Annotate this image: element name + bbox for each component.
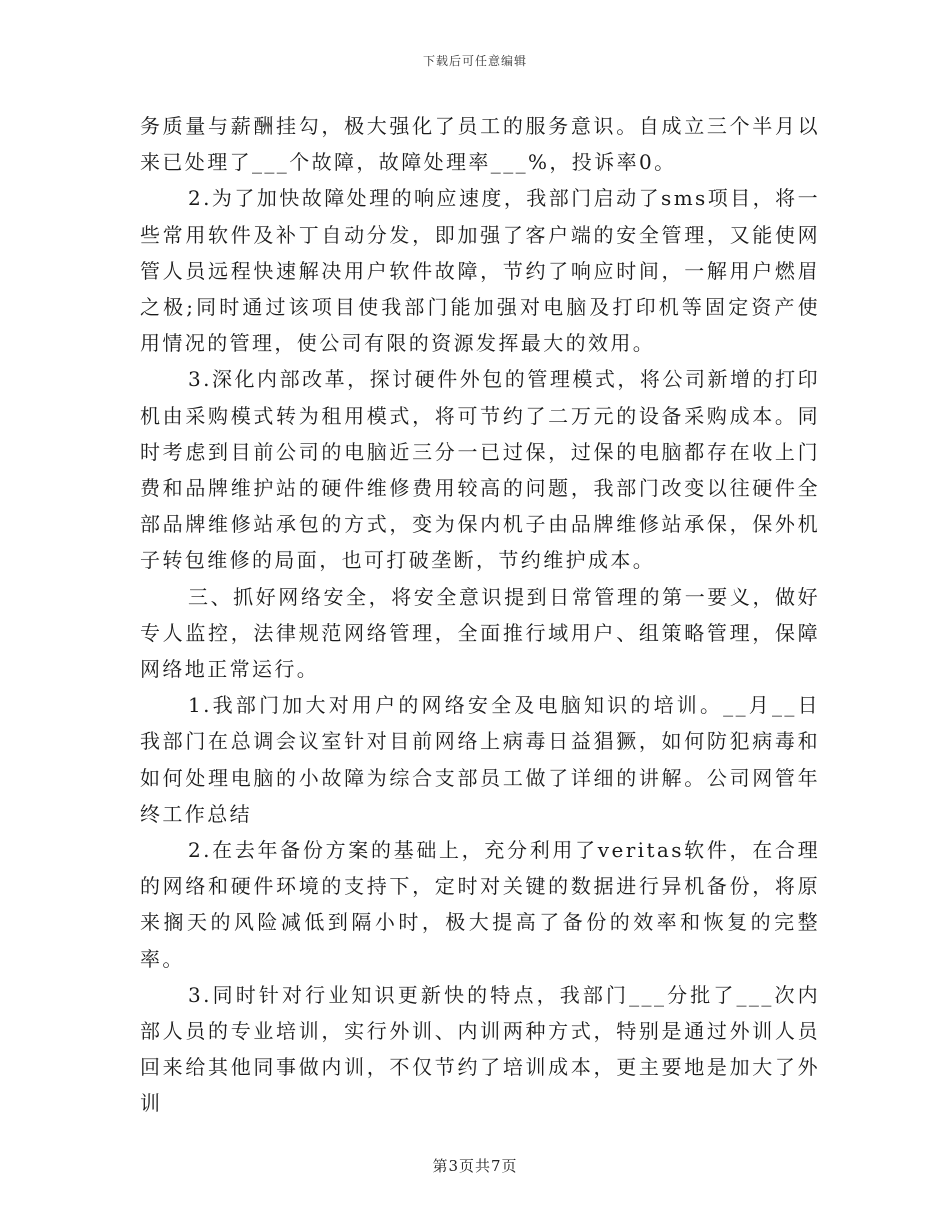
- section-heading-network-security: 三、抓好网络安全，将安全意识提到日常管理的第一要义，做好专人监控，法律规范网络管理，全面推行域用户、组策略管理，保障网络地正常运行。: [140, 584, 820, 682]
- paragraph-item-2-sms: 2.为了加快故障处理的响应速度，我部门启动了sms项目，将一些常用软件及补丁自动分发，即加强了客户端的安全管理，又能使网管人员远程快速解决用户软件故障，节约了响应时间，一解用户燃眉之极;同时通过该项目使我部门能加强对电脑及打印机等固定资产使用情况的管理，使公司有限的资源发挥最大的效用。: [140, 186, 820, 356]
- document-body: [140, 108, 820, 1122]
- paragraph-continuation: 务质量与薪酬挂勾，极大强化了员工的服务意识。自成立三个半月以来已处理了___个故障，故障处理率___%，投诉率0。: [140, 114, 820, 175]
- page-header: 下载后可任意编辑: [422, 54, 527, 68]
- page-footer: 第3页共7页: [432, 1157, 518, 1175]
- paragraph-item-3-professional-training: 3.同时针对行业知识更新快的特点，我部门___分批了___次内部人员的专业培训，实行外训、内训两种方式，特别是通过外训人员回来给其他同事做内训，不仅节约了培训成本，更主要地是加大了外训: [140, 982, 820, 1116]
- paragraph-item-3-outsourcing: 3.深化内部改革，探讨硬件外包的管理模式，将公司新增的打印机由采购模式转为租用模式，将可节约了二万元的设备采购成本。同时考虑到目前公司的电脑近三分一已过保，过保的电脑都存在收上门费和品牌维护站的硬件维修费用较高的问题，我部门改变以往硬件全部品牌维修站承包的方式，变为保内机子由品牌维修站承保，保外机子转包维修的局面，也可打破垄断，节约维护成本。: [140, 367, 820, 573]
- paragraph-item-2-backup: 2.在去年备份方案的基础上，充分利用了veritas软件，在合理的网络和硬件环境的支持下，定时对关键的数据进行异机备份，将原来搁天的风险减低到隔小时，极大提高了备份的效率和恢复的完整率。: [140, 838, 820, 971]
- paragraph-item-1-training: 1.我部门加大对用户的网络安全及电脑知识的培训。__月__日我部门在总调会议室针对目前网络上病毒日益猖獗，如何防犯病毒和如何处理电脑的小故障为综合支部员工做了详细的讲解。公司网管年终工作总结: [140, 693, 820, 826]
